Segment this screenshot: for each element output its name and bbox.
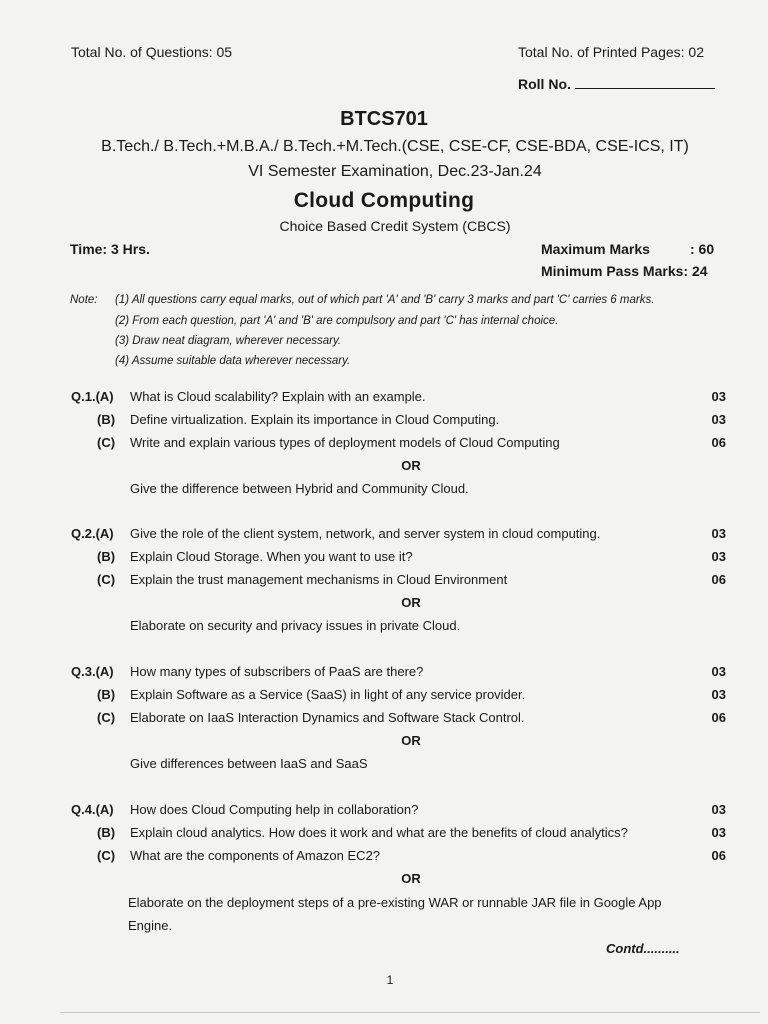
alternative-question: Give the difference between Hybrid and Community Cloud.	[130, 481, 469, 496]
question-text: Explain Cloud Storage. When you want to use it?	[130, 549, 413, 564]
question-text: Explain Software as a Service (SaaS) in light of any service provider.	[130, 687, 526, 702]
question-text: Write and explain various types of deployment models of Cloud Computing	[130, 435, 560, 450]
question-number: Q.3.(A)	[71, 664, 114, 679]
or-separator: OR	[401, 733, 421, 748]
maximum-marks-label: Maximum Marks	[541, 241, 650, 257]
part-label: (B)	[97, 825, 116, 840]
roll-number-label: Roll No.	[518, 76, 571, 92]
or-separator: OR	[401, 871, 421, 886]
question-marks: 03	[711, 825, 726, 840]
minimum-pass-marks: Minimum Pass Marks: 24	[541, 263, 708, 279]
part-label: (C)	[97, 710, 116, 725]
alternative-question: Give differences between IaaS and SaaS	[130, 756, 368, 771]
part-label: (C)	[97, 848, 116, 863]
question-marks: 06	[711, 848, 726, 863]
note-label: Note:	[70, 294, 98, 306]
question-marks: 03	[711, 802, 726, 817]
alternative-question-continued: Engine.	[128, 918, 173, 933]
roll-number-blank	[575, 76, 715, 89]
question-number: Q.1.(A)	[71, 389, 114, 404]
question-marks: 03	[711, 389, 726, 404]
maximum-marks-value: : 60	[690, 241, 715, 257]
question-marks: 06	[711, 435, 726, 450]
subject-title: Cloud Computing	[293, 189, 475, 212]
question-marks: 03	[711, 549, 726, 564]
part-label: (C)	[97, 572, 116, 587]
question-text: Elaborate on IaaS Interaction Dynamics and Software Stack Control.	[130, 710, 525, 725]
total-questions: Total No. of Questions: 05	[71, 44, 233, 60]
roll-number-field	[518, 76, 715, 92]
question-marks: 06	[711, 572, 726, 587]
part-label: (C)	[97, 435, 116, 450]
note-item: (2) From each question, part 'A' and 'B' are compulsory and part 'C' has internal choice.	[115, 315, 559, 327]
question-marks: 03	[711, 664, 726, 679]
programme-line: B.Tech./ B.Tech.+M.B.A./ B.Tech.+M.Tech.(CSE, CSE-CF, CSE-BDA, CSE-ICS, IT)	[101, 138, 689, 155]
alternative-question: Elaborate on the deployment steps of a pre-existing WAR or runnable JAR file in Google App	[128, 895, 662, 910]
question-marks: 03	[711, 412, 726, 427]
note-item: (4) Assume suitable data wherever necessary.	[115, 355, 351, 367]
part-label: (B)	[97, 412, 116, 427]
part-label: (B)	[97, 549, 116, 564]
scan-edge-line	[60, 1012, 760, 1013]
course-code: BTCS701	[340, 108, 428, 130]
question-marks: 03	[711, 526, 726, 541]
note-item: (1) All questions carry equal marks, out of which part 'A' and 'B' carry 3 marks and part 'C' carries 6 marks.	[115, 294, 655, 306]
time-allowed: Time: 3 Hrs.	[70, 241, 150, 257]
credit-scheme: Choice Based Credit System (CBCS)	[279, 218, 511, 234]
or-separator: OR	[401, 595, 421, 610]
question-text: How does Cloud Computing help in collaboration?	[130, 802, 419, 817]
or-separator: OR	[401, 458, 421, 473]
total-printed-pages: Total No. of Printed Pages: 02	[518, 44, 704, 60]
question-text: Explain the trust management mechanisms in Cloud Environment	[130, 572, 508, 587]
question-text: Define virtualization. Explain its importance in Cloud Computing.	[130, 412, 500, 427]
continued-marker: Contd..........	[606, 941, 680, 956]
question-marks: 03	[711, 687, 726, 702]
question-text: What is Cloud scalability? Explain with an example.	[130, 389, 426, 404]
question-text: How many types of subscribers of PaaS are there?	[130, 664, 424, 679]
semester-line: VI Semester Examination, Dec.23-Jan.24	[248, 163, 542, 180]
question-marks: 06	[711, 710, 726, 725]
page-number: 1	[386, 973, 394, 987]
note-item: (3) Draw neat diagram, wherever necessary.	[115, 335, 342, 347]
question-text: Give the role of the client system, network, and server system in cloud computing.	[130, 526, 601, 541]
alternative-question: Elaborate on security and privacy issues in private Cloud.	[130, 618, 461, 633]
question-number: Q.4.(A)	[71, 802, 114, 817]
part-label: (B)	[97, 687, 116, 702]
question-text: What are the components of Amazon EC2?	[130, 848, 381, 863]
question-number: Q.2.(A)	[71, 526, 114, 541]
question-text: Explain cloud analytics. How does it work and what are the benefits of cloud analytics?	[130, 825, 628, 840]
